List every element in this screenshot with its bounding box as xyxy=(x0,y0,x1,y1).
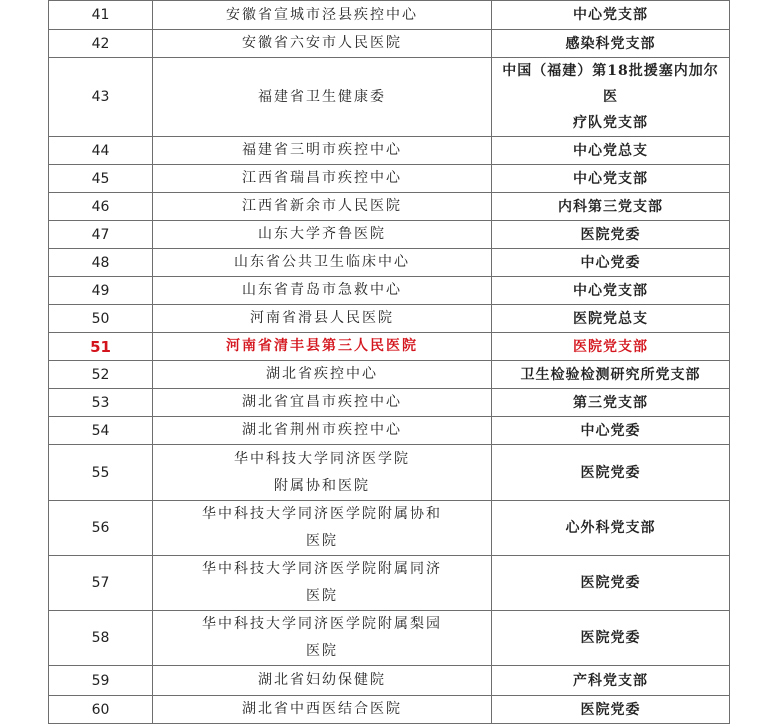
organization-cell xyxy=(153,501,492,556)
table-row xyxy=(49,445,730,501)
table-row xyxy=(49,221,730,249)
organization-cell xyxy=(153,556,492,611)
party-branch-name: 医院党委 xyxy=(580,630,641,646)
organization-name: 湖北省妇幼保健院 xyxy=(258,672,386,688)
organization-cell xyxy=(153,1,492,30)
party-branch-name: 第三党支部 xyxy=(573,394,648,411)
table-row xyxy=(49,305,730,333)
table-row xyxy=(49,501,730,556)
party-branch-cell xyxy=(492,333,730,361)
party-branch-cell xyxy=(492,305,730,333)
organization-cell xyxy=(153,696,492,724)
organization-name: 湖北省疾控中心 xyxy=(266,366,378,382)
table-row xyxy=(49,1,730,30)
organization-cell xyxy=(153,305,492,333)
party-branch-cell xyxy=(492,445,730,501)
party-branch-name: 中心党委 xyxy=(580,254,641,271)
row-number: 57 xyxy=(49,556,153,611)
organization-name: 河南省滑县人民医院 xyxy=(250,310,394,326)
table-row xyxy=(49,361,730,389)
party-branch-cell xyxy=(492,221,730,249)
table-row xyxy=(49,556,730,611)
organization-name: 华中科技大学同济医学院附属同济 xyxy=(202,561,442,577)
organization-name: 华中科技大学同济医学院 xyxy=(234,450,410,467)
row-number: 49 xyxy=(49,277,153,305)
table-row xyxy=(49,389,730,417)
row-number: 46 xyxy=(49,193,153,221)
table-row xyxy=(49,333,730,361)
party-branch-cell xyxy=(492,556,730,611)
organization-cell xyxy=(153,193,492,221)
table-row xyxy=(49,417,730,445)
organization-name: 山东省青岛市急救中心 xyxy=(242,282,402,298)
party-branch-name: 医院党总支 xyxy=(573,310,648,327)
table-row xyxy=(49,249,730,277)
party-branch-name: 内科第三党支部 xyxy=(558,198,663,215)
organization-name: 江西省新余市人民医院 xyxy=(242,198,402,214)
table-row xyxy=(49,666,730,696)
organization-name: 医院 xyxy=(306,588,338,604)
table-row xyxy=(49,137,730,165)
organization-cell xyxy=(153,333,492,361)
party-branch-cell xyxy=(492,193,730,221)
party-branch-cell xyxy=(492,277,730,305)
organization-cell xyxy=(153,249,492,277)
row-number: 48 xyxy=(49,249,153,277)
row-number: 55 xyxy=(49,445,153,501)
party-branch-name: 疗队党支部 xyxy=(573,115,648,131)
table-row xyxy=(49,165,730,193)
organization-name: 华中科技大学同济医学院附属协和 xyxy=(202,506,442,522)
row-number: 52 xyxy=(49,361,153,389)
organization-name: 湖北省荆州市疾控中心 xyxy=(242,422,402,438)
table-row xyxy=(49,30,730,58)
row-number: 59 xyxy=(49,666,153,696)
organization-name: 华中科技大学同济医学院附属梨园 xyxy=(202,616,442,632)
party-branch-cell xyxy=(492,696,730,724)
party-branch-name: 心外科党支部 xyxy=(565,520,656,536)
party-branch-cell xyxy=(492,666,730,696)
row-number: 58 xyxy=(49,611,153,666)
party-branch-name: 中心党支部 xyxy=(573,170,648,187)
row-number: 43 xyxy=(49,58,153,137)
row-number: 47 xyxy=(49,221,153,249)
party-branch-name: 医院党委 xyxy=(580,464,641,481)
party-branch-cell xyxy=(492,137,730,165)
organization-name: 湖北省中西医结合医院 xyxy=(242,701,402,717)
table-row xyxy=(49,611,730,666)
organization-name: 山东省公共卫生临床中心 xyxy=(234,254,410,270)
party-branch-table xyxy=(48,0,730,724)
row-number: 45 xyxy=(49,165,153,193)
row-number: 56 xyxy=(49,501,153,556)
table-row xyxy=(49,696,730,724)
row-number: 42 xyxy=(49,30,153,58)
organization-cell xyxy=(153,389,492,417)
row-number: 51 xyxy=(49,333,153,361)
organization-cell xyxy=(153,137,492,165)
row-number: 60 xyxy=(49,696,153,724)
party-branch-cell xyxy=(492,30,730,58)
party-branch-cell xyxy=(492,417,730,445)
organization-name: 福建省三明市疾控中心 xyxy=(242,142,402,158)
organization-cell xyxy=(153,30,492,58)
organization-cell xyxy=(153,277,492,305)
row-number: 44 xyxy=(49,137,153,165)
organization-name: 山东大学齐鲁医院 xyxy=(258,226,386,242)
party-branch-cell xyxy=(492,501,730,556)
party-branch-cell xyxy=(492,361,730,389)
row-number: 54 xyxy=(49,417,153,445)
party-branch-name: 医院党委 xyxy=(580,226,641,243)
party-branch-name: 中国（福建）第18批援塞内加尔医 xyxy=(502,63,719,105)
organization-cell xyxy=(153,361,492,389)
party-branch-name: 中心党总支 xyxy=(573,142,648,159)
organization-name: 江西省瑞昌市疾控中心 xyxy=(242,170,402,186)
organization-cell xyxy=(153,165,492,193)
organization-name: 福建省卫生健康委 xyxy=(258,88,386,105)
party-branch-name: 医院党委 xyxy=(580,701,641,718)
organization-name: 安徽省六安市人民医院 xyxy=(242,35,402,51)
organization-name: 附属协和医院 xyxy=(274,477,370,494)
organization-name: 医院 xyxy=(306,533,338,549)
party-branch-name: 中心党委 xyxy=(580,422,641,439)
party-branch-cell xyxy=(492,1,730,30)
organization-cell xyxy=(153,417,492,445)
organization-cell xyxy=(153,666,492,696)
party-branch-name: 医院党委 xyxy=(580,575,641,591)
organization-cell xyxy=(153,58,492,137)
organization-cell xyxy=(153,611,492,666)
organization-name: 医院 xyxy=(306,643,338,659)
party-branch-name: 产科党支部 xyxy=(573,672,648,689)
party-branch-cell xyxy=(492,611,730,666)
party-branch-cell xyxy=(492,249,730,277)
party-branch-name: 感染科党支部 xyxy=(565,35,656,52)
table-row xyxy=(49,277,730,305)
organization-cell xyxy=(153,445,492,501)
organization-name: 湖北省宜昌市疾控中心 xyxy=(242,394,402,410)
party-branch-cell xyxy=(492,58,730,137)
row-number: 53 xyxy=(49,389,153,417)
table-row xyxy=(49,58,730,137)
party-branch-name: 中心党支部 xyxy=(573,282,648,299)
organization-name: 安徽省宣城市泾县疾控中心 xyxy=(226,6,418,23)
table-row xyxy=(49,193,730,221)
party-branch-name: 中心党支部 xyxy=(573,7,648,23)
organization-name: 河南省清丰县第三人民医院 xyxy=(226,338,418,354)
party-branch-cell xyxy=(492,165,730,193)
row-number: 50 xyxy=(49,305,153,333)
party-branch-name: 卫生检验检测研究所党支部 xyxy=(520,366,701,383)
party-branch-cell xyxy=(492,389,730,417)
row-number: 41 xyxy=(49,1,153,30)
organization-cell xyxy=(153,221,492,249)
party-branch-name: 医院党支部 xyxy=(573,338,648,355)
